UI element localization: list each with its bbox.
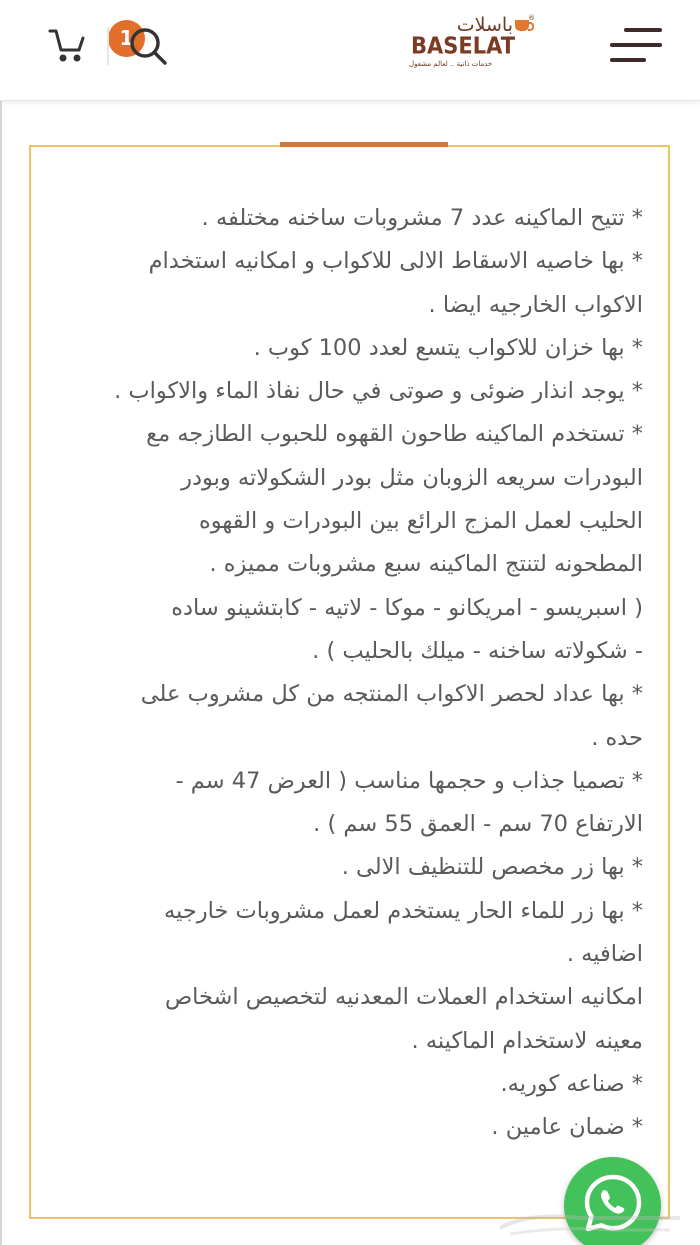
description-line: * تستخدم الماكينه طاحون القهوه للحبوب الطازجه مع	[146, 421, 643, 448]
description-line: الاكواب الخارجيه ايضا .	[428, 291, 643, 318]
description-line: الارتفاع 70 سم - العمق 55 سم ) .	[313, 811, 643, 838]
description-line: - شكولاته ساخنه - ميلك بالحليب ) .	[312, 637, 643, 664]
header-divider	[107, 27, 109, 65]
cart-icon	[48, 28, 88, 64]
description-line: المطحونه لتنتج الماكينه سبع مشروبات مميزه .	[209, 551, 643, 578]
search-icon	[126, 24, 170, 68]
page-left-edge	[0, 0, 2, 1245]
description-line: * صناعه كوريه.	[500, 1070, 643, 1097]
registered-mark: ®	[528, 14, 535, 22]
product-description-text	[58, 197, 643, 1150]
description-line: * بها خزان للاكواب يتسع لعدد 100 كوب .	[253, 334, 643, 361]
description-line: * بها عداد لحصر الاكواب المنتجه من كل مشروب على	[140, 681, 643, 708]
description-line: * بها خاصيه الاسقاط الالى للاكواب و امكانيه استخدام	[148, 248, 643, 275]
search-button[interactable]	[126, 24, 170, 68]
cart-button[interactable]	[46, 18, 134, 64]
description-line: البودرات سريعه الزوبان مثل بودر الشكولاته وبودر	[181, 464, 643, 491]
cart-count-badge: 1	[108, 20, 145, 57]
logo-tagline: خدمات ذاتية .. لعالم مشغول	[409, 60, 493, 68]
baselat-logo[interactable]	[405, 14, 535, 74]
description-line: * بها زر للماء الحار يستخدم لعمل مشروبات خارجيه	[163, 897, 643, 924]
haraj-watermark-icon	[490, 1200, 690, 1240]
logo-english-name: BASELAT	[411, 32, 516, 60]
description-line: * ضمان عامين .	[491, 1114, 643, 1141]
site-header	[0, 0, 700, 101]
description-line: * تصميا جذاب و حجمها مناسب ( العرض 47 سم -	[175, 767, 643, 794]
description-line: حده .	[591, 724, 643, 751]
description-line: ( اسبريسو - امريكانو - موكا - لاتيه - كابتشينو ساده	[171, 594, 643, 621]
description-line: اضافيه .	[566, 941, 643, 968]
description-line: * تتيح الماكينه عدد 7 مشروبات ساخنه مختلفه .	[201, 205, 643, 231]
coffee-cup-icon	[515, 20, 529, 31]
hamburger-menu-button[interactable]	[606, 24, 666, 68]
description-line: امكانيه استخدام العملات المعدنيه لتخصيص اشخاص	[164, 984, 643, 1011]
description-line: الحليب لعمل المزج الرائع بين البودرات و القهوه	[198, 508, 643, 535]
description-line: * يوجد انذار ضوئى و صوتى في حال نفاذ الماء والاكواب .	[114, 378, 643, 405]
logo-arabic-name: باسلات	[456, 14, 513, 36]
description-line: * بها زر مخصص للتنظيف الالى .	[341, 854, 643, 881]
description-line: معينه لاستخدام الماكينه .	[411, 1027, 643, 1054]
box-accent-bar	[280, 142, 448, 147]
